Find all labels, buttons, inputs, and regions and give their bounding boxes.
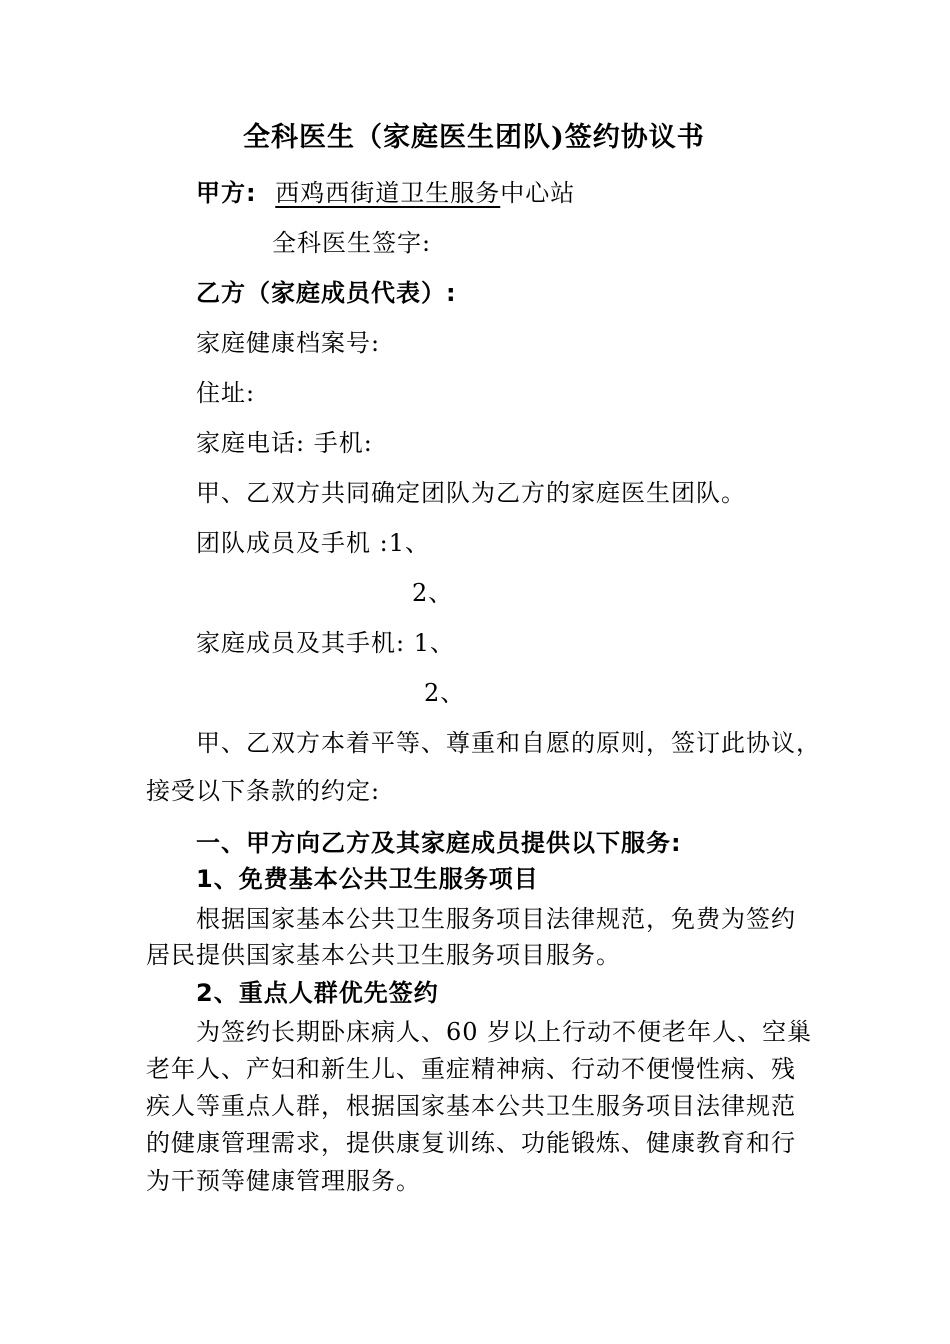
team-members-label: 团队成员及手机 :1、	[196, 529, 430, 557]
address-label: 住址:	[196, 379, 256, 407]
item-1-paragraph-line: 居民提供国家基本公共卫生服务项目服务。	[146, 941, 621, 969]
section-1-heading: 一、甲方向乙方及其家庭成员提供以下服务:	[196, 829, 682, 857]
item-1-heading: 1、免费基本公共卫生服务项目	[196, 865, 539, 893]
team-members-item-2: 2、	[412, 579, 454, 607]
phone-label: 家庭电话: 手机:	[196, 429, 373, 457]
principle-line-1: 甲、乙双方本着平等、尊重和自愿的原则，签订此协议，	[196, 729, 821, 757]
item-2-heading: 2、重点人群优先签约	[196, 979, 439, 1007]
item-1-paragraph-line: 根据国家基本公共卫生服务项目法律规范，免费为签约	[196, 905, 796, 933]
family-members-label: 家庭成员及其手机: 1、	[196, 629, 455, 657]
principle-line-2: 接受以下条款的约定:	[146, 777, 381, 805]
document-title: 全科医生（家庭医生团队)签约协议书	[243, 122, 705, 153]
party-a-name-underlined: 西鸡西街道卫生服务	[275, 179, 501, 207]
doctor-signature-label: 全科医生签字:	[272, 229, 432, 257]
agreement-statement: 甲、乙双方共同确定团队为乙方的家庭医生团队。	[196, 479, 746, 507]
item-2-paragraph-line: 的健康管理需求，提供康复训练、功能锻炼、健康教育和行	[146, 1129, 796, 1157]
party-a-name-rest: 中心站	[500, 179, 576, 207]
health-record-number-label: 家庭健康档案号:	[196, 329, 381, 357]
family-members-item-2: 2、	[424, 679, 466, 707]
item-2-paragraph-line: 老年人、产妇和新生儿、重症精神病、行动不便慢性病、残	[146, 1055, 796, 1083]
item-2-paragraph-line: 疾人等重点人群，根据国家基本公共卫生服务项目法律规范	[146, 1092, 796, 1120]
item-2-paragraph-line: 为干预等健康管理服务。	[146, 1167, 421, 1195]
party-a-label: 甲方:	[196, 179, 257, 207]
item-2-paragraph-line: 为签约长期卧床病人、60 岁以上行动不便老年人、空巢	[196, 1018, 813, 1046]
party-a-line	[196, 178, 575, 208]
party-b-label: 乙方（家庭成员代表）:	[196, 279, 457, 307]
